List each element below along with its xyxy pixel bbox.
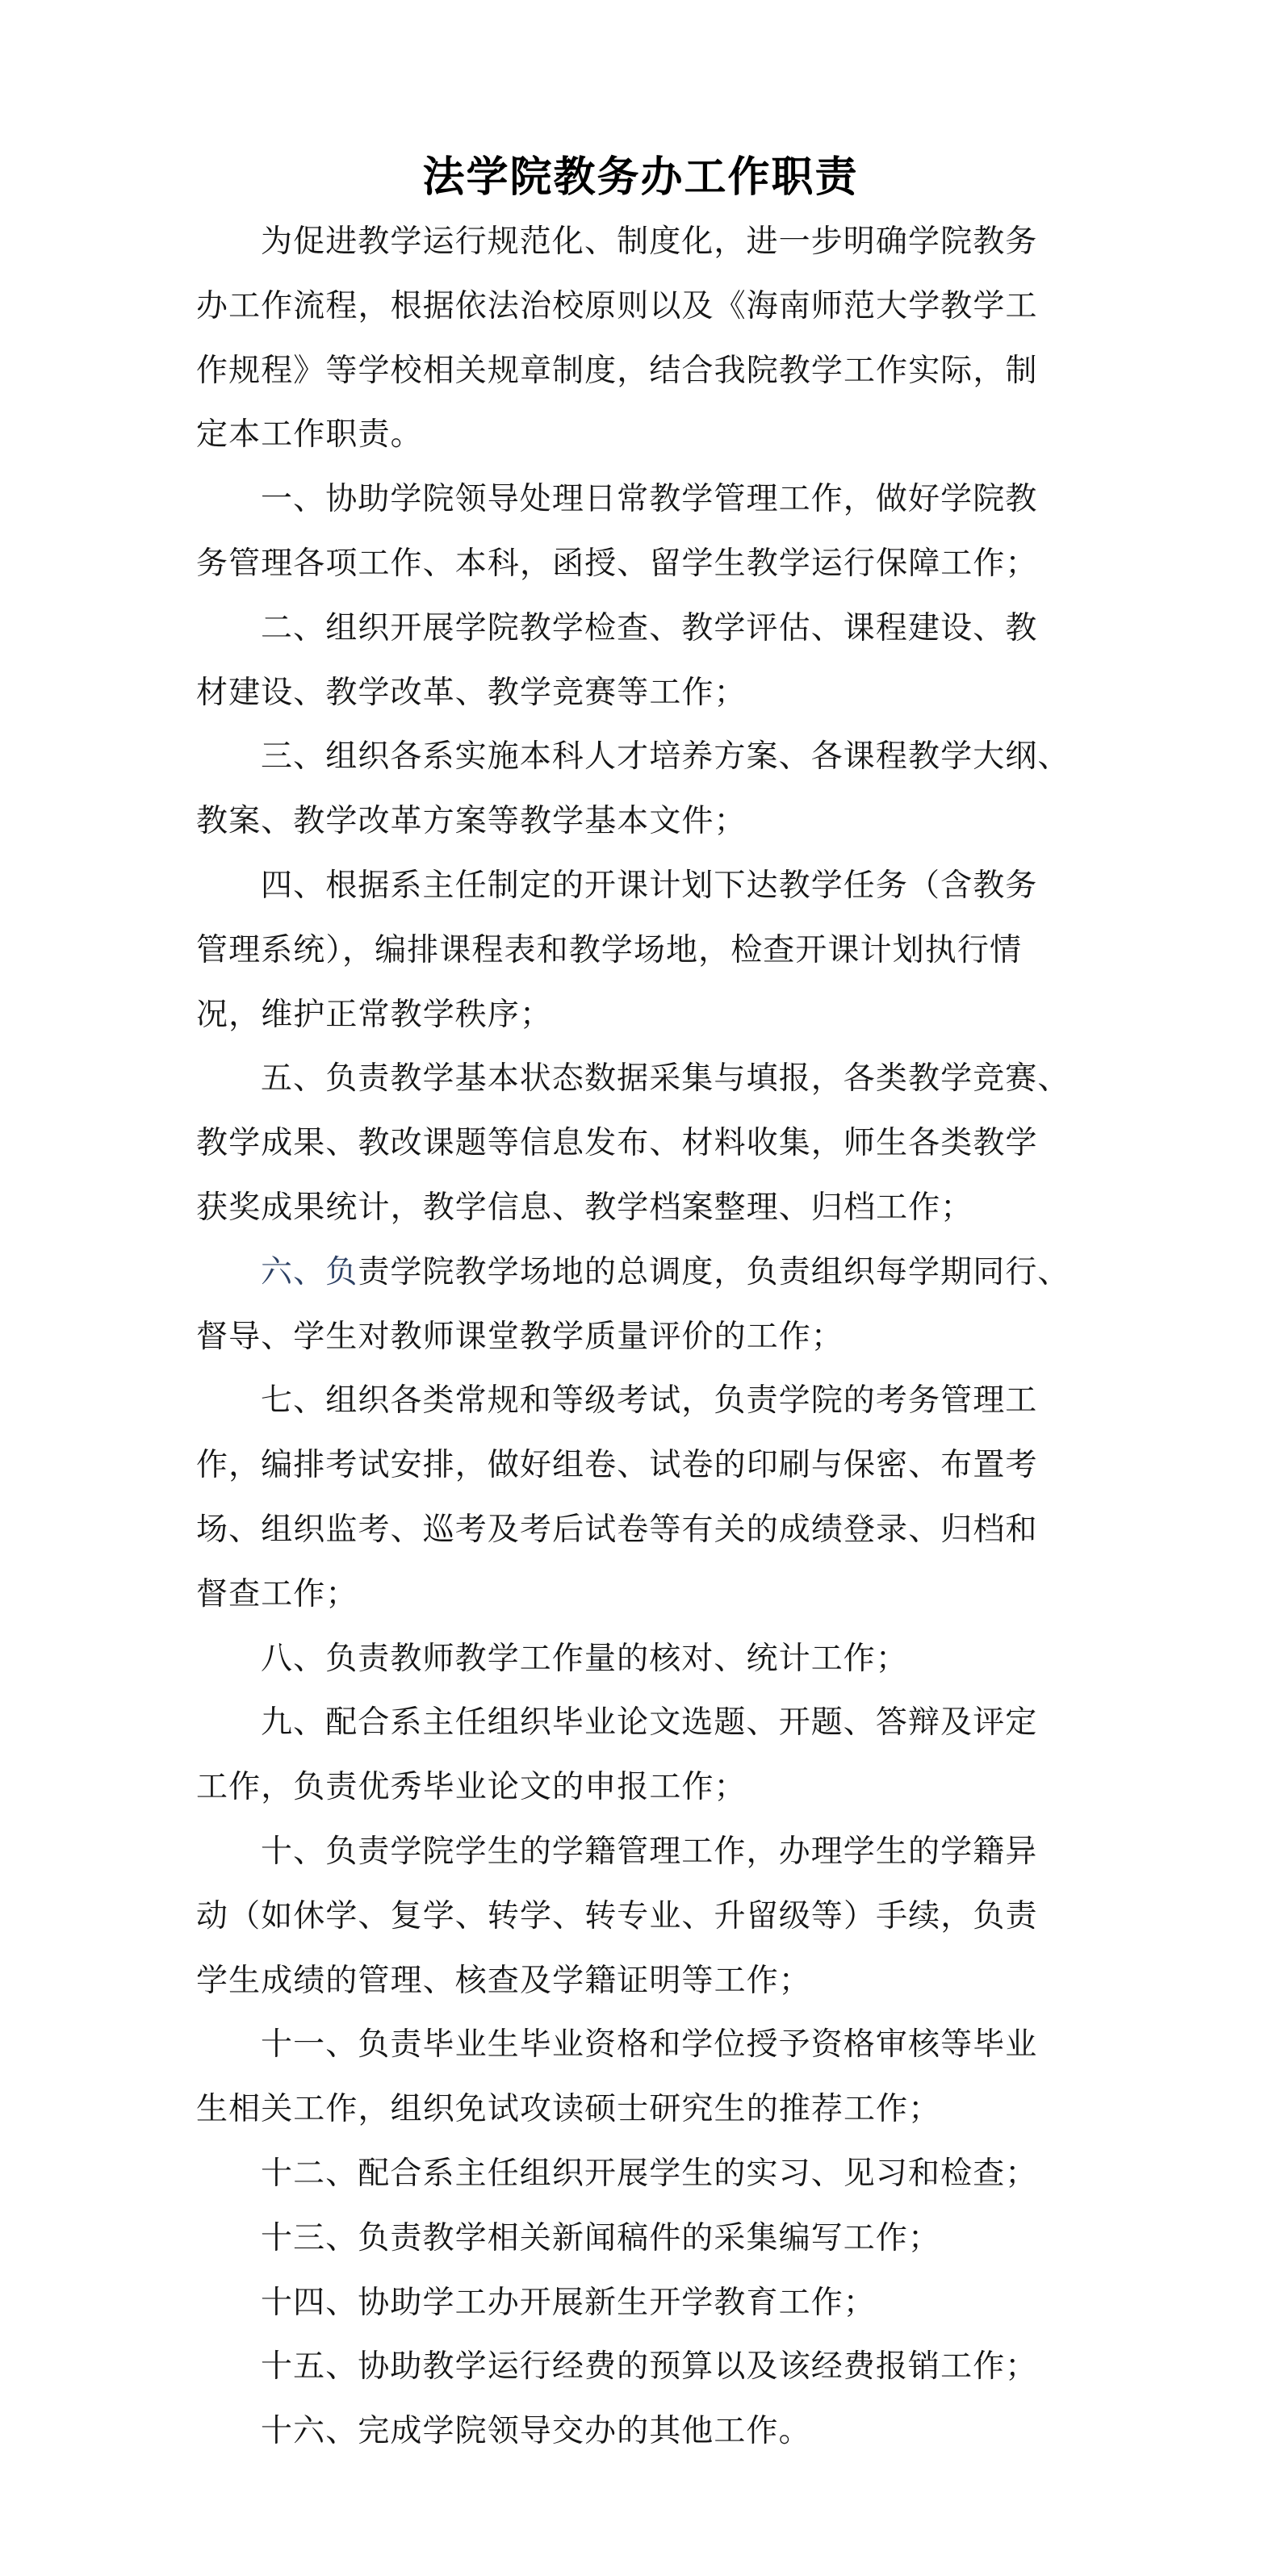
duty-item-13	[196, 2219, 1076, 2284]
duty-item-3	[196, 738, 1076, 867]
text-line: 场、组织监考、巡考及考后试卷等有关的成绩登录、归档和	[196, 1511, 1038, 1548]
text-line: 十五、协助教学运行经费的预算以及该经费报销工作；	[261, 2348, 1038, 2386]
duty-item-10	[196, 1833, 1076, 2026]
text-line: 八、负责教师教学工作量的核对、统计工作；	[261, 1640, 909, 1677]
text-line: 一、协助学院领导处理日常教学管理工作，做好学院教	[261, 481, 1038, 518]
text-line: 七、组织各类常规和等级考试，负责学院的考务管理工	[261, 1382, 1038, 1420]
text-line: 教学成果、教改课题等信息发布、材料收集，师生各类教学	[196, 1125, 1038, 1162]
text-line: 动（如休学、复学、转学、转专业、升留级等）手续，负责	[196, 1897, 1038, 1934]
text-line: 学生成绩的管理、核查及学籍证明等工作；	[196, 1962, 811, 1999]
text-run: 责学院教学场地的总调度，负责组织每学期同行、	[358, 1253, 1070, 1290]
text-line: 教案、教学改革方案等教学基本文件；	[196, 803, 747, 840]
text-line: 生相关工作，组织免试攻读硕士研究生的推荐工作；	[196, 2091, 941, 2128]
text-line: 为促进教学运行规范化、制度化，进一步明确学院教务	[261, 224, 1038, 260]
text-line: 九、配合系主任组织毕业论文选题、开题、答辩及评定	[261, 1704, 1038, 1742]
text-line: 十六、完成学院领导交办的其他工作。	[261, 2413, 811, 2450]
tinted-text: 六、负	[261, 1253, 358, 1290]
paragraph-intro	[196, 223, 1076, 480]
document-body	[196, 223, 1076, 2477]
text-line: 十四、协助学工办开展新生开学教育工作；	[261, 2284, 876, 2321]
text-line: 作，编排考试安排，做好组卷、试卷的印刷与保密、布置考	[196, 1447, 1038, 1484]
duty-item-5	[196, 1060, 1076, 1252]
text-line	[196, 1253, 1076, 1318]
text-line: 十二、配合系主任组织开展学生的实习、见习和检查；	[261, 2155, 1038, 2192]
text-line: 五、负责教学基本状态数据采集与填报，各类教学竞赛、	[261, 1060, 1070, 1098]
text-line: 十、负责学院学生的学籍管理工作，办理学生的学籍异	[261, 1833, 1038, 1870]
duty-item-7	[196, 1382, 1076, 1639]
duty-item-14	[196, 2284, 1076, 2348]
duty-item-15	[196, 2348, 1076, 2412]
text-line: 管理系统），编排课程表和教学场地，检查开课计划执行情	[196, 931, 1023, 968]
duty-item-9	[196, 1704, 1076, 1833]
duty-item-16	[196, 2412, 1076, 2477]
duty-item-1	[196, 480, 1076, 609]
duty-item-6	[196, 1253, 1076, 1382]
text-line: 四、根据系主任制定的开课计划下达教学任务（含教务	[261, 867, 1038, 904]
document-title: 法学院教务办工作职责	[422, 153, 859, 202]
duty-item-4	[196, 867, 1076, 1060]
text-line: 工作，负责优秀毕业论文的申报工作；	[196, 1769, 747, 1806]
duty-item-2	[196, 609, 1076, 738]
text-line: 定本工作职责。	[196, 416, 423, 454]
text-line: 获奖成果统计，教学信息、教学档案整理、归档工作；	[196, 1189, 973, 1226]
duty-item-11	[196, 2026, 1076, 2155]
text-line: 三、组织各系实施本科人才培养方案、各课程教学大纲、	[261, 738, 1070, 776]
text-line: 二、组织开展学院教学检查、教学评估、课程建设、教	[261, 609, 1038, 646]
text-line: 十三、负责教学相关新闻稿件的采集编写工作；	[261, 2219, 941, 2256]
text-line: 督查工作；	[196, 1575, 358, 1612]
text-line: 材建设、教学改革、教学竞赛等工作；	[196, 674, 747, 711]
text-line: 办工作流程，根据依法治校原则以及《海南师范大学教学工	[196, 287, 1038, 324]
text-line: 十一、负责毕业生毕业资格和学位授予资格审核等毕业	[261, 2026, 1038, 2064]
text-line: 作规程》等学校相关规章制度，结合我院教学工作实际，制	[196, 352, 1038, 389]
duty-item-12	[196, 2155, 1076, 2219]
text-line: 督导、学生对教师课堂教学质量评价的工作；	[196, 1318, 844, 1355]
text-line: 务管理各项工作、本科，函授、留学生教学运行保障工作；	[196, 545, 1038, 582]
duty-item-8	[196, 1640, 1076, 1704]
text-line: 况，维护正常教学秩序；	[196, 996, 553, 1033]
